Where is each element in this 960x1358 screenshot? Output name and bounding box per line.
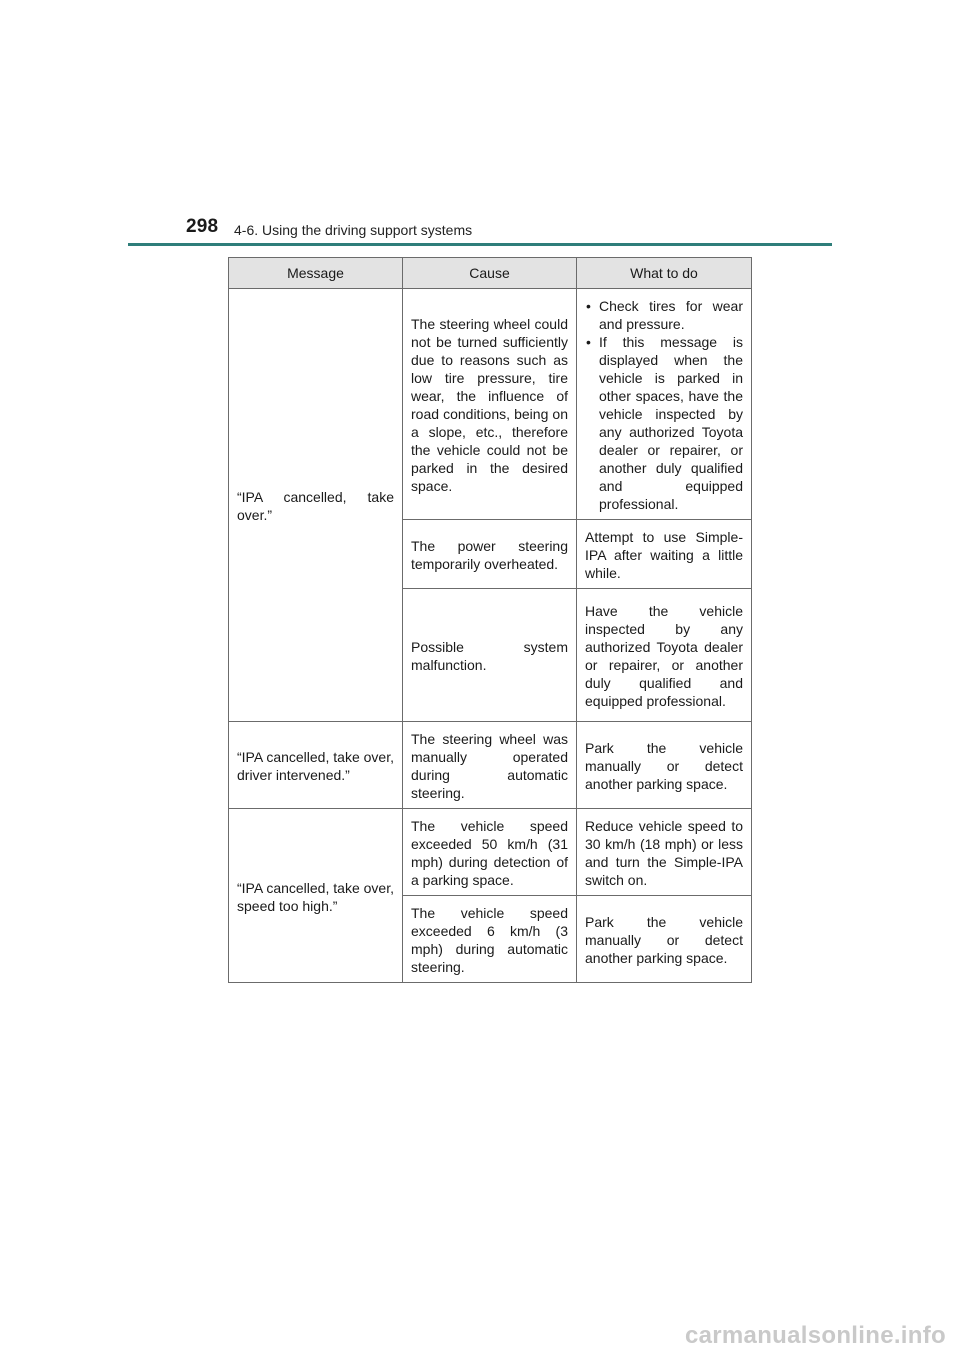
cause-cell: The power steering temporarily overheated. bbox=[403, 520, 577, 589]
action-cell bbox=[577, 289, 752, 520]
table-row bbox=[229, 289, 752, 520]
action-cell: Attempt to use Simple-IPA after waiting a little while. bbox=[577, 520, 752, 589]
column-header-message: Message bbox=[229, 258, 403, 289]
header-rule bbox=[128, 243, 832, 246]
cause-cell: The steering wheel could not be turned sufficiently due to reasons such as low tire pressure, tire wear, the influence of road conditions, being on a slope, etc., therefore the vehicle could not be parked in the desired space. bbox=[403, 289, 577, 520]
table-row bbox=[229, 722, 752, 809]
action-cell: Have the vehicle inspected by any authorized Toyota dealer or repairer, or another duly qualified and equipped professional. bbox=[577, 589, 752, 722]
message-cell: “IPA cancelled, take over.” bbox=[229, 289, 403, 722]
column-header-cause: Cause bbox=[403, 258, 577, 289]
watermark: carmanualsonline.info bbox=[684, 1322, 946, 1349]
table-row bbox=[229, 809, 752, 896]
cause-cell: The vehicle speed exceeded 50 km/h (31 mph) during detection of a parking space. bbox=[403, 809, 577, 896]
action-bullet-list bbox=[585, 297, 743, 513]
cause-cell: Possible system malfunction. bbox=[403, 589, 577, 722]
page-number: 298 bbox=[186, 216, 219, 237]
table-header-row bbox=[229, 258, 752, 289]
column-header-what-to-do: What to do bbox=[577, 258, 752, 289]
message-cell: “IPA cancelled, take over, driver intervened.” bbox=[229, 722, 403, 809]
cause-cell: The vehicle speed exceeded 6 km/h (3 mph) during automatic steering. bbox=[403, 896, 577, 983]
action-cell: Park the vehicle manually or detect another parking space. bbox=[577, 722, 752, 809]
cause-cell: The steering wheel was manually operated during automatic steering. bbox=[403, 722, 577, 809]
message-cell: “IPA cancelled, take over, speed too high.” bbox=[229, 809, 403, 983]
action-bullet-item: • Check tires for wear and pressure. bbox=[585, 297, 743, 333]
section-title: 4-6. Using the driving support systems bbox=[234, 222, 473, 238]
action-cell: Park the vehicle manually or detect another parking space. bbox=[577, 896, 752, 983]
message-table bbox=[228, 257, 752, 983]
action-cell: Reduce vehicle speed to 30 km/h (18 mph) or less and turn the Simple-IPA switch on. bbox=[577, 809, 752, 896]
action-bullet-item: • If this message is displayed when the vehicle is parked in other spaces, have the vehicle inspected by any authorized Toyota dealer or repairer, or another duly qualified and equipped professional. bbox=[585, 333, 743, 513]
